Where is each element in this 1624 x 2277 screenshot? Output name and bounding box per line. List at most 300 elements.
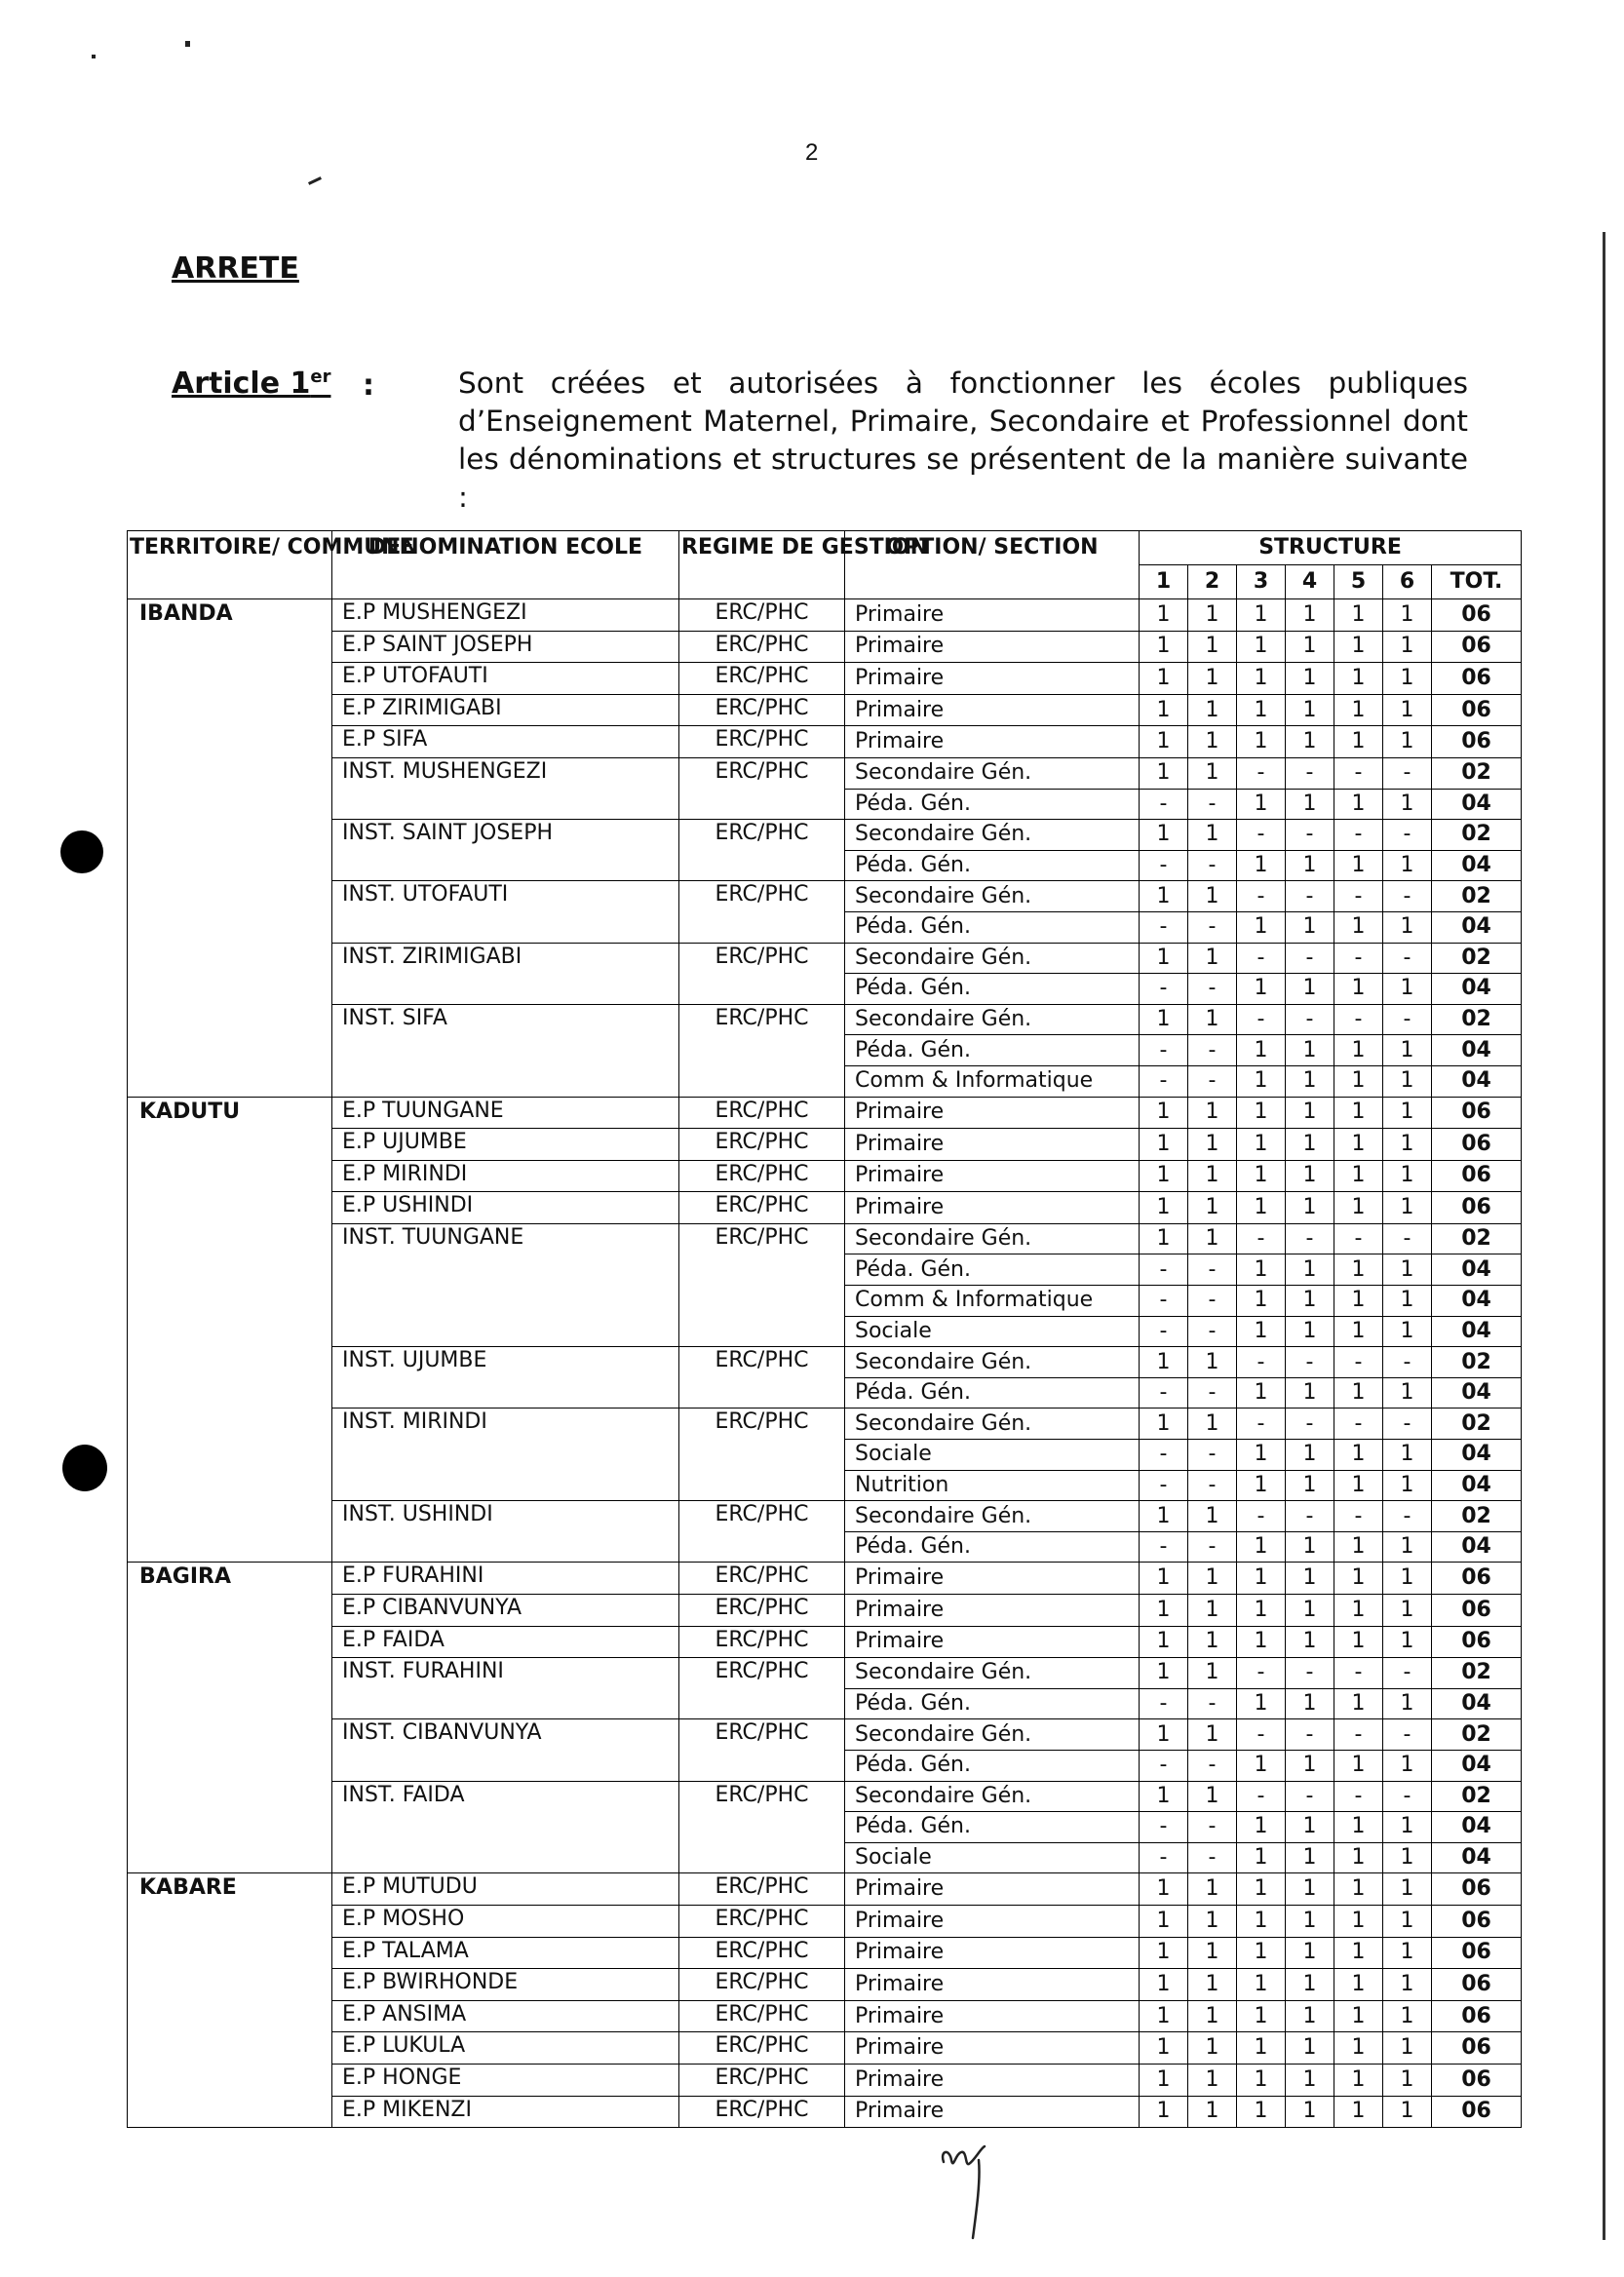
option-cell: Secondaire Gén. bbox=[845, 881, 1140, 912]
structure-cell-5: - bbox=[1334, 1004, 1383, 1035]
total-cell: 04 bbox=[1432, 850, 1522, 881]
structure-cell-6: 1 bbox=[1383, 726, 1432, 758]
total-cell: 02 bbox=[1432, 1409, 1522, 1440]
total-cell: 02 bbox=[1432, 1223, 1522, 1254]
structure-cell-2: 1 bbox=[1188, 1719, 1237, 1751]
option-cell: Secondaire Gén. bbox=[845, 820, 1140, 851]
table-row bbox=[128, 1969, 1522, 2001]
total-cell: 06 bbox=[1432, 599, 1522, 632]
regime-cell: ERC/PHC bbox=[679, 1097, 845, 1129]
option-cell: Sociale bbox=[845, 1440, 1140, 1471]
option-cell: Primaire bbox=[845, 1969, 1140, 2001]
structure-cell-3: - bbox=[1237, 881, 1286, 912]
structure-cell-4: 1 bbox=[1286, 726, 1334, 758]
structure-cell-4: 1 bbox=[1286, 1937, 1334, 1969]
school-name-cell: INST. UTOFAUTI bbox=[332, 881, 679, 943]
structure-cell-2: - bbox=[1188, 1812, 1237, 1843]
option-cell: Primaire bbox=[845, 1192, 1140, 1224]
structure-cell-5: 1 bbox=[1334, 1563, 1383, 1595]
structure-cell-5: 1 bbox=[1334, 726, 1383, 758]
structure-cell-1: 1 bbox=[1140, 1004, 1188, 1035]
table-row bbox=[128, 726, 1522, 758]
structure-cell-1: - bbox=[1140, 1531, 1188, 1563]
total-cell: 06 bbox=[1432, 2000, 1522, 2032]
structure-cell-3: - bbox=[1237, 1223, 1286, 1254]
structure-cell-3: - bbox=[1237, 820, 1286, 851]
header-col-2: 2 bbox=[1188, 565, 1237, 599]
total-cell: 02 bbox=[1432, 1719, 1522, 1751]
structure-cell-6: - bbox=[1383, 1347, 1432, 1378]
structure-cell-6: - bbox=[1383, 1781, 1432, 1812]
structure-cell-5: 1 bbox=[1334, 1097, 1383, 1129]
structure-cell-6: - bbox=[1383, 1223, 1432, 1254]
structure-cell-5: 1 bbox=[1334, 1316, 1383, 1347]
total-cell: 04 bbox=[1432, 1316, 1522, 1347]
structure-cell-5: 1 bbox=[1334, 1873, 1383, 1906]
structure-cell-6: 1 bbox=[1383, 850, 1432, 881]
structure-cell-1: - bbox=[1140, 1254, 1188, 1286]
structure-cell-2: 1 bbox=[1188, 1626, 1237, 1658]
structure-cell-6: 1 bbox=[1383, 1563, 1432, 1595]
total-cell: 06 bbox=[1432, 2064, 1522, 2096]
structure-cell-1: 1 bbox=[1140, 1658, 1188, 1689]
regime-cell: ERC/PHC bbox=[679, 599, 845, 632]
structure-cell-5: 1 bbox=[1334, 1286, 1383, 1317]
structure-cell-4: - bbox=[1286, 1719, 1334, 1751]
school-name-cell: E.P ANSIMA bbox=[332, 2000, 679, 2032]
structure-cell-3: 1 bbox=[1237, 663, 1286, 695]
option-cell: Secondaire Gén. bbox=[845, 1781, 1140, 1812]
structure-cell-2: - bbox=[1188, 1065, 1237, 1097]
total-cell: 04 bbox=[1432, 1440, 1522, 1471]
structure-cell-3: - bbox=[1237, 943, 1286, 974]
structure-cell-2: 1 bbox=[1188, 1223, 1237, 1254]
school-name-cell: INST. MIRINDI bbox=[332, 1409, 679, 1501]
structure-cell-4: 1 bbox=[1286, 1750, 1334, 1781]
table-header bbox=[128, 531, 1522, 599]
structure-cell-1: 1 bbox=[1140, 1409, 1188, 1440]
option-cell: Primaire bbox=[845, 1595, 1140, 1627]
structure-cell-3: 1 bbox=[1237, 1750, 1286, 1781]
structure-cell-3: 1 bbox=[1237, 1531, 1286, 1563]
option-cell: Secondaire Gén. bbox=[845, 1719, 1140, 1751]
structure-cell-2: 1 bbox=[1188, 1658, 1237, 1689]
option-cell: Péda. Gén. bbox=[845, 974, 1140, 1005]
school-name-cell: INST. UJUMBE bbox=[332, 1347, 679, 1409]
structure-cell-6: 1 bbox=[1383, 2000, 1432, 2032]
total-cell: 06 bbox=[1432, 1626, 1522, 1658]
structure-cell-6: 1 bbox=[1383, 1065, 1432, 1097]
structure-cell-1: 1 bbox=[1140, 757, 1188, 789]
structure-cell-1: - bbox=[1140, 1842, 1188, 1873]
structure-cell-2: - bbox=[1188, 1470, 1237, 1501]
structure-cell-4: 1 bbox=[1286, 1470, 1334, 1501]
option-cell: Primaire bbox=[845, 2000, 1140, 2032]
table-row bbox=[128, 663, 1522, 695]
table-row bbox=[128, 1160, 1522, 1192]
school-name-cell: INST. CIBANVUNYA bbox=[332, 1719, 679, 1781]
header-structure: STRUCTURE bbox=[1140, 531, 1522, 565]
total-cell: 06 bbox=[1432, 1160, 1522, 1192]
total-cell: 06 bbox=[1432, 1595, 1522, 1627]
regime-cell: ERC/PHC bbox=[679, 1004, 845, 1097]
regime-cell: ERC/PHC bbox=[679, 1873, 845, 1906]
structure-cell-4: - bbox=[1286, 881, 1334, 912]
total-cell: 04 bbox=[1432, 1254, 1522, 1286]
structure-cell-6: 1 bbox=[1383, 789, 1432, 820]
structure-cell-5: 1 bbox=[1334, 2000, 1383, 2032]
regime-cell: ERC/PHC bbox=[679, 1626, 845, 1658]
structure-cell-3: 1 bbox=[1237, 1192, 1286, 1224]
structure-cell-1: 1 bbox=[1140, 820, 1188, 851]
option-cell: Primaire bbox=[845, 1129, 1140, 1161]
total-cell: 02 bbox=[1432, 881, 1522, 912]
structure-cell-5: - bbox=[1334, 943, 1383, 974]
structure-cell-2: 1 bbox=[1188, 1563, 1237, 1595]
school-name-cell: E.P ZIRIMIGABI bbox=[332, 694, 679, 726]
structure-cell-6: 1 bbox=[1383, 1750, 1432, 1781]
structure-cell-3: - bbox=[1237, 1409, 1286, 1440]
total-cell: 06 bbox=[1432, 1097, 1522, 1129]
structure-cell-4: 1 bbox=[1286, 1626, 1334, 1658]
option-cell: Péda. Gén. bbox=[845, 789, 1140, 820]
regime-cell: ERC/PHC bbox=[679, 1347, 845, 1409]
structure-cell-6: - bbox=[1383, 943, 1432, 974]
schools-table bbox=[127, 530, 1522, 2128]
structure-cell-3: - bbox=[1237, 1004, 1286, 1035]
structure-cell-5: - bbox=[1334, 881, 1383, 912]
structure-cell-6: - bbox=[1383, 1409, 1432, 1440]
structure-cell-1: - bbox=[1140, 850, 1188, 881]
structure-cell-3: 1 bbox=[1237, 1873, 1286, 1906]
structure-cell-1: 1 bbox=[1140, 1223, 1188, 1254]
article-label-text: Article 1 bbox=[172, 367, 311, 401]
option-cell: Primaire bbox=[845, 663, 1140, 695]
structure-cell-3: - bbox=[1237, 1658, 1286, 1689]
option-cell: Primaire bbox=[845, 1873, 1140, 1906]
structure-cell-4: 1 bbox=[1286, 974, 1334, 1005]
table-row bbox=[128, 943, 1522, 974]
structure-cell-4: 1 bbox=[1286, 911, 1334, 943]
structure-cell-5: 1 bbox=[1334, 1750, 1383, 1781]
option-cell: Comm & Informatique bbox=[845, 1286, 1140, 1317]
school-name-cell: E.P BWIRHONDE bbox=[332, 1969, 679, 2001]
structure-cell-4: 1 bbox=[1286, 2032, 1334, 2065]
scan-speck bbox=[92, 55, 96, 58]
structure-cell-2: - bbox=[1188, 1316, 1237, 1347]
total-cell: 04 bbox=[1432, 789, 1522, 820]
structure-cell-4: 1 bbox=[1286, 789, 1334, 820]
option-cell: Péda. Gén. bbox=[845, 1688, 1140, 1719]
structure-cell-5: - bbox=[1334, 820, 1383, 851]
structure-cell-6: 1 bbox=[1383, 1254, 1432, 1286]
structure-cell-5: 1 bbox=[1334, 974, 1383, 1005]
structure-cell-2: - bbox=[1188, 1688, 1237, 1719]
structure-cell-4: 1 bbox=[1286, 663, 1334, 695]
structure-cell-4: 1 bbox=[1286, 599, 1334, 632]
structure-cell-1: - bbox=[1140, 1470, 1188, 1501]
structure-cell-5: - bbox=[1334, 1347, 1383, 1378]
total-cell: 06 bbox=[1432, 1905, 1522, 1937]
table-row bbox=[128, 1097, 1522, 1129]
structure-cell-4: 1 bbox=[1286, 1254, 1334, 1286]
structure-cell-3: 1 bbox=[1237, 1937, 1286, 1969]
article-colon: : bbox=[363, 368, 374, 403]
structure-cell-5: 1 bbox=[1334, 1377, 1383, 1409]
school-name-cell: E.P USHINDI bbox=[332, 1192, 679, 1224]
structure-cell-1: 1 bbox=[1140, 2000, 1188, 2032]
structure-cell-3: 1 bbox=[1237, 1688, 1286, 1719]
total-cell: 02 bbox=[1432, 757, 1522, 789]
option-cell: Péda. Gén. bbox=[845, 1531, 1140, 1563]
structure-cell-2: - bbox=[1188, 1842, 1237, 1873]
structure-cell-3: 1 bbox=[1237, 1905, 1286, 1937]
regime-cell: ERC/PHC bbox=[679, 1501, 845, 1563]
structure-cell-1: - bbox=[1140, 1440, 1188, 1471]
regime-cell: ERC/PHC bbox=[679, 1223, 845, 1346]
structure-cell-4: - bbox=[1286, 1501, 1334, 1532]
structure-cell-1: 1 bbox=[1140, 1347, 1188, 1378]
option-cell: Primaire bbox=[845, 1160, 1140, 1192]
structure-cell-6: 1 bbox=[1383, 1812, 1432, 1843]
structure-cell-4: 1 bbox=[1286, 1873, 1334, 1906]
option-cell: Nutrition bbox=[845, 1470, 1140, 1501]
structure-cell-6: - bbox=[1383, 820, 1432, 851]
regime-cell: ERC/PHC bbox=[679, 943, 845, 1004]
structure-cell-3: 1 bbox=[1237, 2000, 1286, 2032]
structure-cell-5: 1 bbox=[1334, 1688, 1383, 1719]
school-name-cell: E.P LUKULA bbox=[332, 2032, 679, 2065]
structure-cell-6: 1 bbox=[1383, 1097, 1432, 1129]
option-cell: Primaire bbox=[845, 2096, 1140, 2128]
structure-cell-1: 1 bbox=[1140, 663, 1188, 695]
structure-cell-3: 1 bbox=[1237, 911, 1286, 943]
structure-cell-6: 1 bbox=[1383, 1129, 1432, 1161]
school-name-cell: E.P MUSHENGEZI bbox=[332, 599, 679, 632]
total-cell: 04 bbox=[1432, 1065, 1522, 1097]
scan-speck bbox=[308, 176, 322, 185]
structure-cell-4: 1 bbox=[1286, 1595, 1334, 1627]
structure-cell-2: 1 bbox=[1188, 943, 1237, 974]
total-cell: 06 bbox=[1432, 1937, 1522, 1969]
table-row bbox=[128, 1501, 1522, 1532]
structure-cell-2: 1 bbox=[1188, 2096, 1237, 2128]
structure-cell-1: 1 bbox=[1140, 631, 1188, 663]
total-cell: 04 bbox=[1432, 974, 1522, 1005]
structure-cell-3: 1 bbox=[1237, 1097, 1286, 1129]
table-row bbox=[128, 1658, 1522, 1689]
regime-cell: ERC/PHC bbox=[679, 1719, 845, 1781]
school-name-cell: E.P TALAMA bbox=[332, 1937, 679, 1969]
structure-cell-6: 1 bbox=[1383, 974, 1432, 1005]
regime-cell: ERC/PHC bbox=[679, 1595, 845, 1627]
regime-cell: ERC/PHC bbox=[679, 663, 845, 695]
table-row bbox=[128, 1595, 1522, 1627]
territoire-cell: IBANDA bbox=[128, 599, 332, 1098]
territoire-cell: BAGIRA bbox=[128, 1563, 332, 1873]
structure-cell-3: 1 bbox=[1237, 694, 1286, 726]
structure-cell-3: 1 bbox=[1237, 1842, 1286, 1873]
structure-cell-4: - bbox=[1286, 1223, 1334, 1254]
school-name-cell: E.P HONGE bbox=[332, 2064, 679, 2096]
option-cell: Secondaire Gén. bbox=[845, 943, 1140, 974]
structure-cell-6: 1 bbox=[1383, 663, 1432, 695]
school-name-cell: INST. MUSHENGEZI bbox=[332, 757, 679, 819]
school-name-cell: E.P MIKENZI bbox=[332, 2096, 679, 2128]
school-name-cell: E.P MUTUDU bbox=[332, 1873, 679, 1906]
structure-cell-3: 1 bbox=[1237, 1563, 1286, 1595]
header-col-4: 4 bbox=[1286, 565, 1334, 599]
structure-cell-2: 1 bbox=[1188, 1501, 1237, 1532]
structure-cell-4: 1 bbox=[1286, 1377, 1334, 1409]
table-row bbox=[128, 1347, 1522, 1378]
total-cell: 04 bbox=[1432, 1470, 1522, 1501]
article-label bbox=[172, 367, 330, 401]
option-cell: Péda. Gén. bbox=[845, 911, 1140, 943]
regime-cell: ERC/PHC bbox=[679, 1563, 845, 1595]
table-row bbox=[128, 1129, 1522, 1161]
option-cell: Secondaire Gén. bbox=[845, 1501, 1140, 1532]
structure-cell-5: 1 bbox=[1334, 1065, 1383, 1097]
school-name-cell: E.P SIFA bbox=[332, 726, 679, 758]
table-row bbox=[128, 631, 1522, 663]
structure-cell-1: 1 bbox=[1140, 881, 1188, 912]
structure-cell-2: - bbox=[1188, 1531, 1237, 1563]
structure-cell-2: 1 bbox=[1188, 1781, 1237, 1812]
structure-cell-6: 1 bbox=[1383, 1440, 1432, 1471]
table-row bbox=[128, 2000, 1522, 2032]
total-cell: 02 bbox=[1432, 1004, 1522, 1035]
structure-cell-3: 1 bbox=[1237, 1254, 1286, 1286]
structure-cell-6: - bbox=[1383, 757, 1432, 789]
table-row bbox=[128, 2064, 1522, 2096]
table-row bbox=[128, 1563, 1522, 1595]
structure-cell-4: 1 bbox=[1286, 1192, 1334, 1224]
option-cell: Primaire bbox=[845, 1626, 1140, 1658]
structure-cell-4: 1 bbox=[1286, 1969, 1334, 2001]
school-name-cell: INST. USHINDI bbox=[332, 1501, 679, 1563]
structure-cell-5: - bbox=[1334, 1409, 1383, 1440]
structure-cell-5: 1 bbox=[1334, 1470, 1383, 1501]
structure-cell-2: - bbox=[1188, 974, 1237, 1005]
structure-cell-5: 1 bbox=[1334, 789, 1383, 820]
structure-cell-2: 1 bbox=[1188, 726, 1237, 758]
structure-cell-2: 1 bbox=[1188, 694, 1237, 726]
structure-cell-5: 1 bbox=[1334, 1905, 1383, 1937]
structure-cell-1: 1 bbox=[1140, 599, 1188, 632]
school-name-cell: E.P TUUNGANE bbox=[332, 1097, 679, 1129]
option-cell: Péda. Gén. bbox=[845, 1254, 1140, 1286]
structure-cell-6: 1 bbox=[1383, 1286, 1432, 1317]
structure-cell-6: 1 bbox=[1383, 1842, 1432, 1873]
structure-cell-6: 1 bbox=[1383, 1905, 1432, 1937]
school-name-cell: INST. SIFA bbox=[332, 1004, 679, 1097]
structure-cell-2: 1 bbox=[1188, 1595, 1237, 1627]
structure-cell-6: 1 bbox=[1383, 694, 1432, 726]
structure-cell-1: 1 bbox=[1140, 2096, 1188, 2128]
structure-cell-3: 1 bbox=[1237, 1286, 1286, 1317]
structure-cell-2: 1 bbox=[1188, 1097, 1237, 1129]
total-cell: 04 bbox=[1432, 1812, 1522, 1843]
total-cell: 06 bbox=[1432, 1192, 1522, 1224]
structure-cell-5: 1 bbox=[1334, 1937, 1383, 1969]
structure-cell-5: - bbox=[1334, 1501, 1383, 1532]
structure-cell-2: - bbox=[1188, 1286, 1237, 1317]
school-name-cell: E.P MOSHO bbox=[332, 1905, 679, 1937]
structure-cell-2: 1 bbox=[1188, 881, 1237, 912]
structure-cell-5: 1 bbox=[1334, 1129, 1383, 1161]
structure-cell-2: 1 bbox=[1188, 1905, 1237, 1937]
structure-cell-1: - bbox=[1140, 974, 1188, 1005]
structure-cell-5: 1 bbox=[1334, 599, 1383, 632]
option-cell: Primaire bbox=[845, 726, 1140, 758]
structure-cell-3: - bbox=[1237, 757, 1286, 789]
school-name-cell: E.P SAINT JOSEPH bbox=[332, 631, 679, 663]
header-col-1: 1 bbox=[1140, 565, 1188, 599]
structure-cell-4: 1 bbox=[1286, 1563, 1334, 1595]
structure-cell-4: 1 bbox=[1286, 1316, 1334, 1347]
structure-cell-1: - bbox=[1140, 1688, 1188, 1719]
structure-cell-1: 1 bbox=[1140, 2064, 1188, 2096]
structure-cell-4: 1 bbox=[1286, 694, 1334, 726]
structure-cell-4: 1 bbox=[1286, 2000, 1334, 2032]
structure-cell-1: 1 bbox=[1140, 694, 1188, 726]
school-name-cell: INST. FURAHINI bbox=[332, 1658, 679, 1719]
total-cell: 02 bbox=[1432, 1658, 1522, 1689]
structure-cell-4: 1 bbox=[1286, 631, 1334, 663]
total-cell: 06 bbox=[1432, 1129, 1522, 1161]
total-cell: 04 bbox=[1432, 911, 1522, 943]
structure-cell-4: - bbox=[1286, 820, 1334, 851]
structure-cell-5: 1 bbox=[1334, 2064, 1383, 2096]
structure-cell-1: 1 bbox=[1140, 1563, 1188, 1595]
school-name-cell: E.P UTOFAUTI bbox=[332, 663, 679, 695]
structure-cell-3: 1 bbox=[1237, 1969, 1286, 2001]
regime-cell: ERC/PHC bbox=[679, 631, 845, 663]
structure-cell-2: 1 bbox=[1188, 1129, 1237, 1161]
regime-cell: ERC/PHC bbox=[679, 694, 845, 726]
structure-cell-3: 1 bbox=[1237, 1316, 1286, 1347]
structure-cell-1: 1 bbox=[1140, 1501, 1188, 1532]
total-cell: 04 bbox=[1432, 1688, 1522, 1719]
structure-cell-4: 1 bbox=[1286, 1812, 1334, 1843]
structure-cell-6: - bbox=[1383, 881, 1432, 912]
structure-cell-3: 1 bbox=[1237, 2096, 1286, 2128]
structure-cell-1: - bbox=[1140, 1065, 1188, 1097]
structure-cell-4: 1 bbox=[1286, 1129, 1334, 1161]
structure-cell-1: 1 bbox=[1140, 1719, 1188, 1751]
structure-cell-6: - bbox=[1383, 1719, 1432, 1751]
school-name-cell: INST. TUUNGANE bbox=[332, 1223, 679, 1346]
header-col-tot: TOT. bbox=[1432, 565, 1522, 599]
structure-cell-3: 1 bbox=[1237, 2032, 1286, 2065]
structure-cell-5: - bbox=[1334, 1719, 1383, 1751]
structure-cell-5: 1 bbox=[1334, 1160, 1383, 1192]
structure-cell-1: - bbox=[1140, 1035, 1188, 1066]
structure-cell-4: - bbox=[1286, 1409, 1334, 1440]
option-cell: Primaire bbox=[845, 631, 1140, 663]
structure-cell-5: 1 bbox=[1334, 1531, 1383, 1563]
table-row bbox=[128, 881, 1522, 912]
structure-cell-6: 1 bbox=[1383, 2096, 1432, 2128]
structure-cell-3: 1 bbox=[1237, 1035, 1286, 1066]
regime-cell: ERC/PHC bbox=[679, 2032, 845, 2065]
structure-cell-4: 1 bbox=[1286, 1531, 1334, 1563]
regime-cell: ERC/PHC bbox=[679, 1129, 845, 1161]
total-cell: 02 bbox=[1432, 1347, 1522, 1378]
total-cell: 04 bbox=[1432, 1531, 1522, 1563]
structure-cell-2: - bbox=[1188, 1750, 1237, 1781]
